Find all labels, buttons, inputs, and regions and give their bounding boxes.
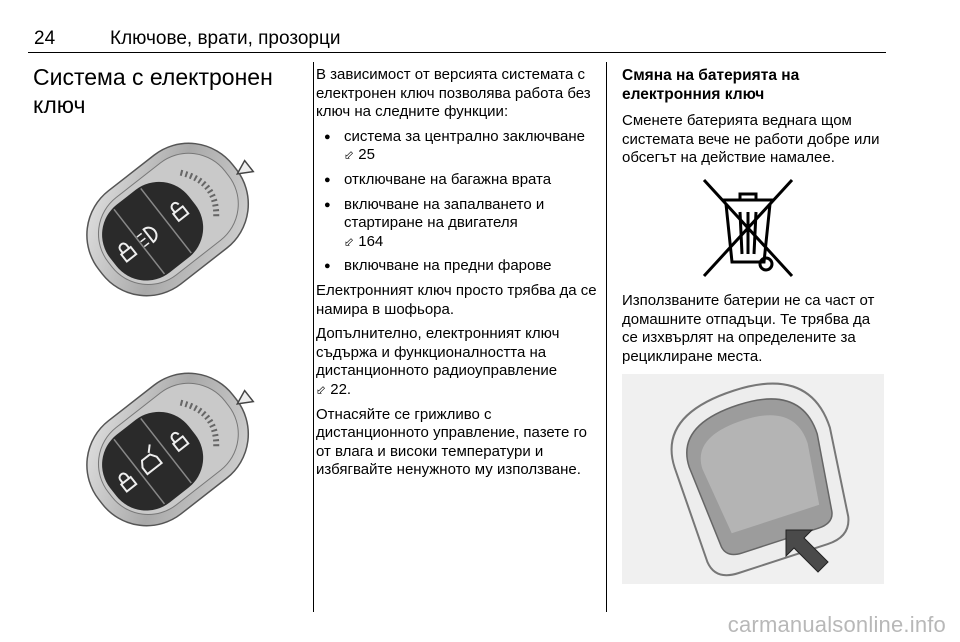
running-title: Ключове, врати, прозорци	[110, 28, 341, 49]
page-number: 24	[34, 28, 56, 49]
page-ref-icon: ⬃	[316, 382, 327, 397]
page-ref: 164	[358, 232, 384, 250]
page-header	[28, 20, 886, 53]
list-item: ● включване на запалването и стартиране на двигателя ⬃ 164	[316, 196, 598, 252]
page-ref-icon: ⬃	[344, 234, 355, 249]
intro-paragraph: В зависимост от версията системата с електронен ключ позволява работа без ключ на следните функции:	[316, 66, 591, 121]
column-divider	[606, 62, 607, 612]
key-fob-headlamp-figure	[62, 130, 282, 330]
function-list	[316, 128, 598, 276]
section-title: Система с електронен ключ	[33, 64, 273, 118]
list-item: ● включване на предни фарове	[316, 257, 598, 276]
watermark: carmanualsonline.info	[727, 612, 946, 637]
paragraph: Използваните батерии не са част от домашните отпадъци. Те трябва да се изхвърлят на определените за рециклиране места.	[622, 292, 875, 365]
list-item: ● отключване на багажна врата	[316, 171, 598, 190]
paragraph: Сменете батерията веднага щом системата вече не работи добре или обсегът на действие намалее.	[622, 112, 880, 167]
page-ref: 25	[358, 146, 375, 164]
column-3	[622, 66, 890, 174]
column-divider	[313, 62, 314, 612]
key-battery-figure	[622, 374, 884, 584]
key-fob-tailgate-figure	[62, 360, 282, 560]
paragraph: Електронният ключ просто трябва да се намира в шофьора.	[316, 281, 597, 318]
paragraph: Отнасяйте се грижливо с дистанционното управление, пазете го от влага и високи температури и избягвайте ненужното му използване.	[316, 405, 587, 479]
page-ref: 22.	[330, 380, 352, 398]
column-2	[316, 66, 598, 486]
page-ref-icon: ⬃	[344, 148, 355, 163]
paragraph: Допълнително, електронният ключ съдържа и функционалността на дистанционното радиоуправление ⬃ 22.	[316, 325, 560, 398]
crossed-out-wheelie-bin-icon	[700, 176, 796, 280]
subsection-heading: Смяна на батерията на електронния ключ	[622, 67, 800, 103]
list-item: ● система за централно заключване ⬃ 25	[316, 128, 598, 165]
column-3-lower	[622, 292, 890, 372]
